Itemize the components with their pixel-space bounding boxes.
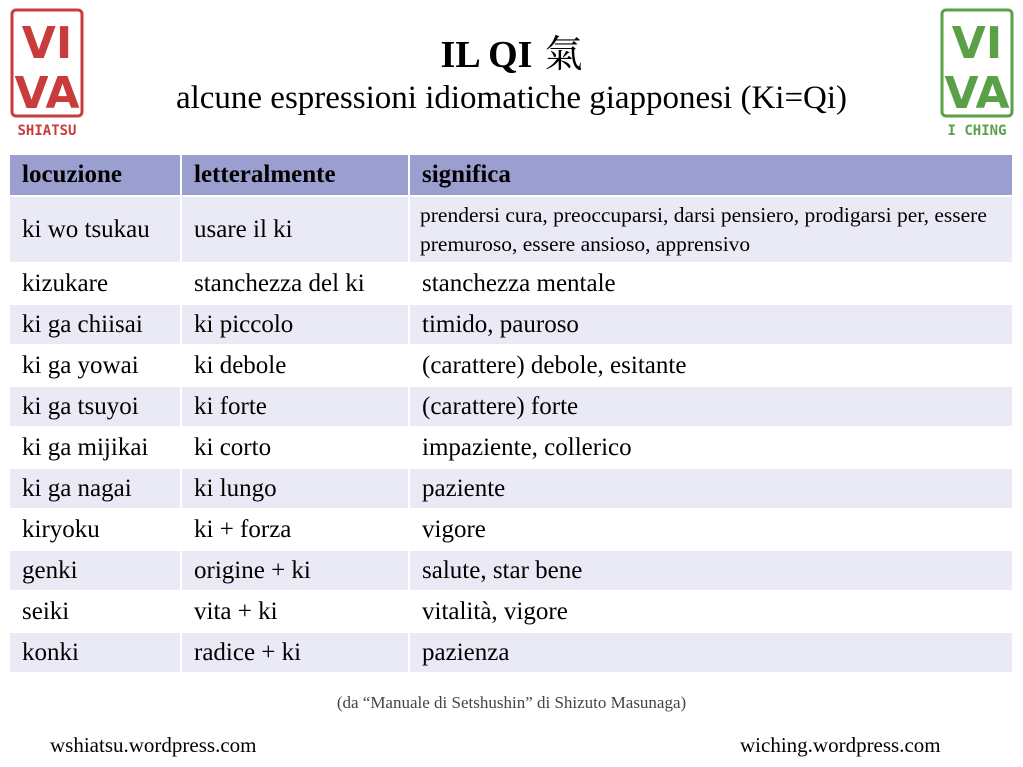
table-row bbox=[10, 345, 1013, 386]
column-header-letteralmente: letteralmente bbox=[181, 155, 409, 196]
letteralmente-cell: stanchezza del ki bbox=[181, 263, 409, 304]
logo-left-line-1: VI bbox=[21, 18, 73, 69]
letteralmente-cell: origine + ki bbox=[181, 550, 409, 591]
letteralmente-cell: usare il ki bbox=[181, 196, 409, 263]
significa-cell: (carattere) forte bbox=[409, 386, 1013, 427]
letteralmente-cell: ki lungo bbox=[181, 468, 409, 509]
expressions-table bbox=[10, 155, 1014, 674]
table-row bbox=[10, 386, 1013, 427]
footer-link-shiatsu[interactable]: wshiatsu.wordpress.com bbox=[50, 733, 257, 757]
significa-cell: stanchezza mentale bbox=[409, 263, 1013, 304]
logo-right-line-1: VI bbox=[951, 18, 1003, 69]
significa-cell: vigore bbox=[409, 509, 1013, 550]
table-row bbox=[10, 468, 1013, 509]
logo-right-line-2: VA bbox=[944, 68, 1010, 119]
title-text: IL QI bbox=[440, 34, 533, 76]
significa-cell: timido, pauroso bbox=[409, 304, 1013, 345]
table-row bbox=[10, 263, 1013, 304]
letteralmente-cell: ki forte bbox=[181, 386, 409, 427]
footer-link-iching[interactable]: wiching.wordpress.com bbox=[740, 733, 941, 757]
significa-cell: paziente bbox=[409, 468, 1013, 509]
locuzione-cell: ki ga nagai bbox=[10, 468, 181, 509]
locuzione-cell: seiki bbox=[10, 591, 181, 632]
significa-cell: pazienza bbox=[409, 632, 1013, 673]
table-row bbox=[10, 591, 1013, 632]
letteralmente-cell: ki debole bbox=[181, 345, 409, 386]
significa-cell: vitalità, vigore bbox=[409, 591, 1013, 632]
significa-cell: salute, star bene bbox=[409, 550, 1013, 591]
significa-cell: prendersi cura, preoccuparsi, darsi pensiero, prodigarsi per, essere premuroso, essere ansioso, apprensivo bbox=[409, 196, 1013, 263]
locuzione-cell: kiryoku bbox=[10, 509, 181, 550]
locuzione-cell: ki wo tsukau bbox=[10, 196, 181, 263]
logo-left-line-2: VA bbox=[14, 68, 80, 119]
column-header-locuzione: locuzione bbox=[10, 155, 181, 196]
locuzione-cell: konki bbox=[10, 632, 181, 673]
letteralmente-cell: ki + forza bbox=[181, 509, 409, 550]
page-title bbox=[0, 32, 1023, 77]
locuzione-cell: genki bbox=[10, 550, 181, 591]
locuzione-cell: kizukare bbox=[10, 263, 181, 304]
page-subtitle: alcune espressioni idiomatiche giapponesi (Ki=Qi) bbox=[175, 80, 848, 116]
locuzione-cell: ki ga tsuyoi bbox=[10, 386, 181, 427]
table-row bbox=[10, 304, 1013, 345]
locuzione-cell: ki ga mijikai bbox=[10, 427, 181, 468]
letteralmente-cell: vita + ki bbox=[181, 591, 409, 632]
table-row bbox=[10, 196, 1013, 263]
significa-cell: impaziente, collerico bbox=[409, 427, 1013, 468]
locuzione-cell: ki ga yowai bbox=[10, 345, 181, 386]
letteralmente-cell: radice + ki bbox=[181, 632, 409, 673]
table-row bbox=[10, 550, 1013, 591]
logo-left-caption: SHIATSU bbox=[17, 123, 77, 139]
source-citation: (da “Manuale di Setshushin” di Shizuto Masunaga) bbox=[336, 693, 687, 712]
column-header-significa: significa bbox=[409, 155, 1013, 196]
qi-kanji: 氣 bbox=[544, 32, 583, 76]
table-row bbox=[10, 632, 1013, 673]
significa-cell: (carattere) debole, esitante bbox=[409, 345, 1013, 386]
table-header-row bbox=[10, 155, 1013, 196]
logo-right-caption: I CHING bbox=[947, 123, 1007, 139]
locuzione-cell: ki ga chiisai bbox=[10, 304, 181, 345]
letteralmente-cell: ki piccolo bbox=[181, 304, 409, 345]
table-row bbox=[10, 427, 1013, 468]
letteralmente-cell: ki corto bbox=[181, 427, 409, 468]
table-row bbox=[10, 509, 1013, 550]
